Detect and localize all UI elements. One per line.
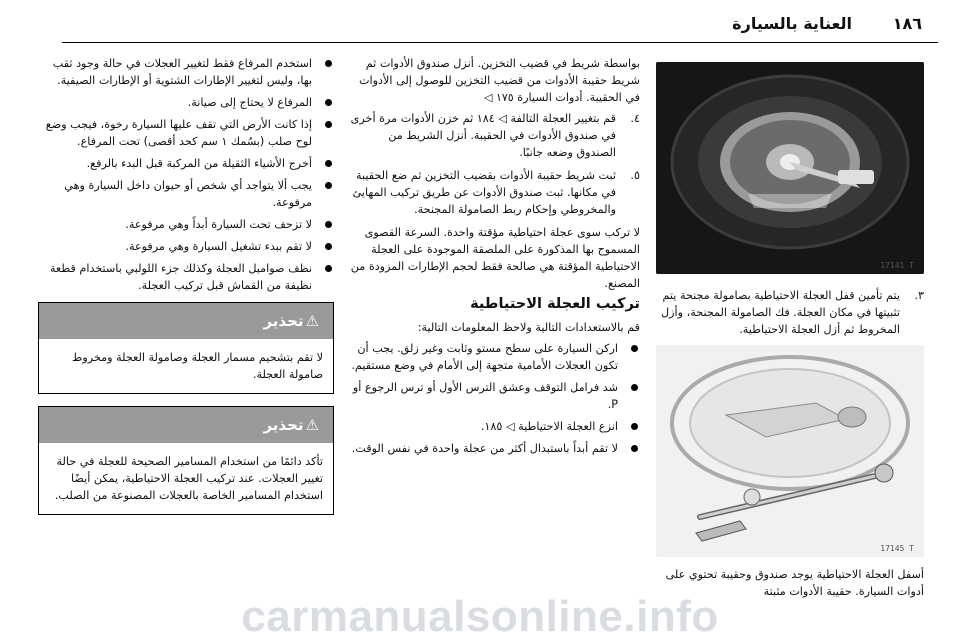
list-item: إذا كانت الأرض التي تقف عليها السيارة رخوة، فيجب وضع لوح صلب (بسُمك ١ سم كحد أقصى) تحت المرفاع. [38, 116, 334, 150]
list-item: اركن السيارة على سطح مستو وثابت وغير زلق. يجب أن تكون العجلات الأمامية متجهة إلى الأمام في وضع مستقيم. [348, 340, 640, 374]
list-item: أخرج الأشياء الثقيلة من المركبة قبل البدء بالرفع. [38, 155, 334, 172]
page-header [0, 0, 960, 44]
warning-triangle-icon: ⚠ [305, 416, 319, 434]
warning-text: لا تقم بتشحيم مسمار العجلة وصامولة العجلة ومخروط صامولة العجلة. [72, 351, 323, 381]
list-item: يجب ألا يتواجد أي شخص أو حيوان داخل السيارة وهي مرفوعة. [38, 177, 334, 211]
header-rule [62, 42, 938, 43]
bullet-icon [325, 160, 332, 167]
bullet-icon [631, 345, 638, 352]
bullet-icon [325, 60, 332, 67]
warning-title: تحذير [263, 416, 304, 434]
bullet-icon [325, 243, 332, 250]
bullet-icon [325, 221, 332, 228]
temporary-spare-note: لا تركب سوى عجلة احتياطية مؤقتة واحدة. السرعة القصوى المسموح بها المذكورة على الملصقة الموجودة على العجلة الاحتياطية المؤقتة هي صالحة فقط لحجم الإطارات المزودة من المصنع. [350, 226, 640, 290]
page-title: العناية بالسيارة [732, 14, 852, 33]
cross-reference: ١٧٥ ◁ [484, 91, 514, 104]
warning-text: تأكد دائمًا من استخدام المسامير الصحيحة للعجلة في حالة تغيير العجلات. عند تركيب العجلة الاحتياطية، يمكن أيضًا استخدام المسامير الخاصة بالعجلات المصنوعة من الصلب. [54, 455, 323, 502]
list-item: انزع العجلة الاحتياطية ◁ ١٨٥. [348, 418, 640, 435]
step-list [348, 110, 640, 218]
figure-caption: أسفل العجلة الاحتياطية يوجد صندوق وحقيبة تحتوي على أدوات السيارة. حقيبة الأدوات مثبتة [665, 568, 924, 598]
list-item: استخدم المرفاع فقط لتغيير العجلات في حالة وجود ثقب بها، وليس لتغيير الإطارات الشتوية أو الإطارات الصيفية. [38, 55, 334, 89]
list-item: شد فرامل التوقف وعشق الترس الأول أو ترس الرجوع أو P. [348, 379, 640, 413]
tool-kit-illustration [656, 345, 924, 557]
bullet-icon [325, 99, 332, 106]
jack-notes-list [38, 55, 334, 294]
bullet-icon [325, 182, 332, 189]
figure-code: 17145 T [880, 544, 914, 553]
list-item: لا تزحف تحت السيارة أبداً وهي مرفوعة. [38, 216, 334, 233]
watermark: carmanualsonline.info [241, 592, 719, 641]
list-item: لا تقم ببدء تشغيل السيارة وهي مرفوعة. [38, 238, 334, 255]
section-heading: تركيب العجلة الاحتياطية [470, 296, 640, 312]
section-intro: قم بالاستعدادات التالية ولاحظ المعلومات التالية: [417, 321, 640, 334]
middle-column [348, 55, 640, 462]
bullet-icon [325, 121, 332, 128]
trunk-spare-wheel-photo [656, 62, 924, 274]
left-column [38, 55, 334, 527]
tool-kit-drawing [656, 345, 924, 557]
warning-header [39, 407, 333, 443]
step-number: ٣. [914, 289, 924, 302]
warning-box [38, 406, 334, 515]
list-item: نظف صواميل العجلة وكذلك جزء اللولبي باستخدام قطعة نظيفة من القماش قبل تركيب العجلة. [38, 260, 334, 294]
list-item: المرفاع لا يحتاج إلى صيانة. [38, 94, 334, 111]
warning-triangle-icon: ⚠ [305, 312, 319, 330]
spare-wheel-illustration [656, 62, 924, 274]
bullet-icon [631, 423, 638, 430]
page-number: ١٨٦ [892, 14, 922, 33]
preparation-list [348, 340, 640, 457]
list-item: لا تقم أبداً باستبدال أكثر من عجلة واحدة في نفس الوقت. [348, 440, 640, 457]
bullet-icon [631, 384, 638, 391]
bullet-icon [631, 445, 638, 452]
warning-header [39, 303, 333, 339]
step-number: ٤. [630, 112, 640, 125]
warning-box [38, 302, 334, 394]
step-item: ٥. ثبت شريط حقيبة الأدوات بقضيب التخزين ثم ضع الحقيبة في مكانها. ثبت صندوق الأدوات عن طريق تركيب المهايئ والمخروطي وإحكام ربط الصامولة المجنحة. [352, 169, 640, 216]
intro-paragraph: بواسطة شريط في قضيب التخزين. أنزل صندوق الأدوات ثم شريط حقيبة الأدوات من قضيب التخزين للوصول إلى الأدوات في الحقيبة. أدوات السيارة ١٧٥ ◁ [358, 57, 640, 104]
bullet-icon [325, 265, 332, 272]
step-number: ٥. [630, 169, 640, 182]
step-3-text: ٣. يتم تأمين قفل العجلة الاحتياطية بصامولة مجنحة يتم تثبيتها في مكان العجلة. فك الصامولة المجنحة، وأزل المخروط ثم أزل العجلة الاحتياطية. [661, 289, 924, 336]
figure-code: 17141 T [880, 261, 914, 270]
step-item: ٤. قم بتغيير العجلة التالفة ◁ ١٨٤ ثم خزن الأدوات مرة أخرى في صندوق الأدوات في الحقيبة. أنزل الشريط من الصندوق وضعه جانبًا. [350, 112, 640, 159]
warning-title: تحذير [263, 312, 304, 330]
